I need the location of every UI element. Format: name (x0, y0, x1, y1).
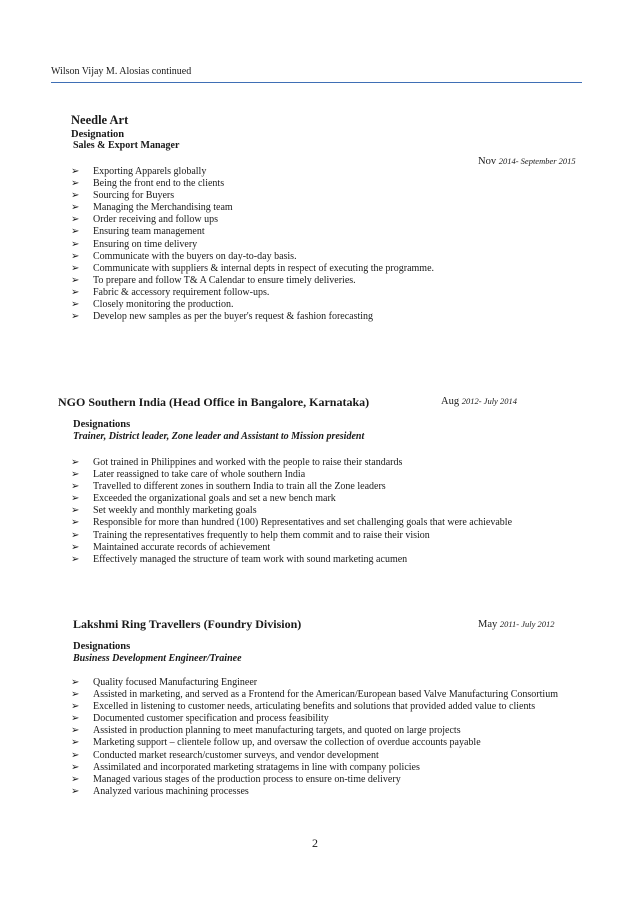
list-item (71, 554, 512, 566)
designation-block (73, 419, 364, 442)
list-item-text: Conducted market research/customer surveys, and vendor development (93, 749, 379, 761)
list-item (71, 713, 558, 725)
designation-label: Designations (73, 641, 131, 652)
arrow-bullet-icon: ➢ (71, 725, 80, 737)
date-month: Nov (478, 156, 497, 167)
list-item (71, 299, 434, 311)
list-item (71, 263, 434, 275)
arrow-bullet-icon: ➢ (71, 677, 80, 688)
job-section-needle-art (71, 113, 179, 151)
list-item (71, 689, 558, 701)
arrow-bullet-icon: ➢ (71, 761, 80, 773)
arrow-bullet-icon: ➢ (71, 457, 80, 468)
arrow-bullet-icon: ➢ (71, 286, 80, 298)
list-item (71, 202, 434, 214)
job-dates (478, 156, 576, 167)
designation-block (73, 641, 242, 664)
list-item (71, 493, 512, 505)
list-item (71, 530, 512, 542)
header-divider (51, 82, 582, 83)
role-title: Sales & Export Manager (73, 140, 180, 151)
list-item-text: Order receiving and follow ups (93, 214, 218, 226)
arrow-bullet-icon: ➢ (71, 493, 80, 505)
duties-list (71, 457, 512, 566)
arrow-bullet-icon: ➢ (71, 299, 80, 311)
list-item-text: Closely monitoring the production. (93, 299, 234, 311)
list-item-text: Being the front end to the clients (93, 178, 225, 190)
list-item-text: Assisted in production planning to meet manufacturing targets, and quoted on large projects (93, 725, 461, 737)
job-dates (441, 396, 517, 407)
date-range: 2012- July 2014 (461, 396, 517, 406)
list-item-text: Exceeded the organizational goals and set a new bench mark (93, 493, 336, 505)
list-item-text: Assisted in marketing, and served as a Frontend for the American/European based Valve Manufacturing Consortium (93, 689, 558, 701)
role-title: Business Development Engineer/Trainee (73, 653, 242, 664)
list-item (71, 505, 512, 517)
list-item-text: Effectively managed the structure of team work with sound marketing acumen (93, 553, 408, 565)
list-item (71, 275, 434, 287)
arrow-bullet-icon: ➢ (71, 178, 80, 190)
duties-list (71, 677, 558, 798)
date-range: 2011- July 2012 (499, 619, 555, 629)
company-name: Needle Art (71, 113, 129, 127)
date-range: 2014- September 2015 (498, 156, 576, 166)
arrow-bullet-icon: ➢ (71, 785, 80, 797)
list-item-text: Later reassigned to take care of whole southern India (93, 469, 306, 481)
arrow-bullet-icon: ➢ (71, 190, 80, 202)
arrow-bullet-icon: ➢ (71, 202, 80, 214)
arrow-bullet-icon: ➢ (71, 541, 80, 553)
list-item-text: Excelled in listening to customer needs, articulating benefits and solutions that provided added value to clients (93, 701, 536, 713)
arrow-bullet-icon: ➢ (71, 481, 80, 493)
list-item (71, 311, 434, 323)
list-item-text: Travelled to different zones in southern India to train all the Zone leaders (93, 481, 386, 493)
arrow-bullet-icon: ➢ (71, 469, 80, 481)
list-item (71, 774, 558, 786)
arrow-bullet-icon: ➢ (71, 749, 80, 761)
list-item-text: Marketing support – clientele follow up, and oversaw the collection of overdue accounts payable (93, 737, 481, 749)
list-item (71, 190, 434, 202)
designation-label: Designations (73, 419, 131, 430)
company-name: NGO Southern India (Head Office in Bangalore, Karnataka) (58, 395, 370, 409)
arrow-bullet-icon: ➢ (71, 773, 80, 785)
arrow-bullet-icon: ➢ (71, 262, 80, 274)
list-item-text: Communicate with the buyers on day-to-day basis. (93, 250, 297, 262)
list-item (71, 786, 558, 798)
list-item-text: Exporting Apparels globally (93, 166, 207, 177)
designation-label: Designation (71, 129, 125, 140)
list-item (71, 214, 434, 226)
arrow-bullet-icon: ➢ (71, 226, 80, 238)
arrow-bullet-icon: ➢ (71, 529, 80, 541)
company-name: Lakshmi Ring Travellers (Foundry Division) (73, 617, 302, 631)
list-item-text: Maintained accurate records of achievement (93, 541, 271, 553)
list-item (71, 166, 434, 178)
arrow-bullet-icon: ➢ (71, 250, 80, 262)
arrow-bullet-icon: ➢ (71, 505, 80, 517)
list-item (71, 178, 434, 190)
list-item-text: Documented customer specification and process feasibility (93, 713, 329, 725)
arrow-bullet-icon: ➢ (71, 238, 80, 250)
arrow-bullet-icon: ➢ (71, 701, 80, 713)
list-item-text: Training the representatives frequently to help them commit and to raise their vision (93, 529, 430, 541)
list-item (71, 725, 558, 737)
list-item (71, 239, 434, 251)
list-item (71, 542, 512, 554)
page-number: 2 (312, 836, 318, 850)
arrow-bullet-icon: ➢ (71, 553, 80, 565)
list-item-text: Analyzed various machining processes (93, 785, 249, 797)
list-item (71, 251, 434, 263)
list-item (71, 457, 512, 469)
job-section-lakshmi (73, 617, 301, 632)
arrow-bullet-icon: ➢ (71, 713, 80, 725)
date-month: Aug (441, 396, 460, 407)
job-dates (478, 619, 554, 630)
role-title: Trainer, District leader, Zone leader and Assistant to Mission president (73, 431, 365, 442)
list-item (71, 762, 558, 774)
list-item-text: Managed various stages of the production process to ensure on-time delivery (93, 773, 401, 785)
list-item (71, 701, 558, 713)
arrow-bullet-icon: ➢ (71, 737, 80, 749)
list-item-text: Responsible for more than hundred (100) Representatives and set challenging goals that were achievable (93, 517, 513, 529)
job-section-ngo (58, 395, 369, 410)
list-item (71, 226, 434, 238)
list-item-text: Fabric & accessory requirement follow-ups. (93, 286, 270, 298)
list-item-text: Develop new samples as per the buyer's request & fashion forecasting (93, 311, 374, 323)
arrow-bullet-icon: ➢ (71, 517, 80, 529)
running-header: Wilson Vijay M. Alosias continued (51, 66, 192, 77)
list-item-text: Ensuring team management (93, 226, 205, 238)
list-item (71, 737, 558, 749)
list-item-text: Ensuring on time delivery (93, 238, 198, 250)
date-month: May (478, 619, 498, 630)
list-item-text: Set weekly and monthly marketing goals (93, 505, 257, 517)
list-item (71, 677, 558, 689)
list-item-text: Communicate with suppliers & internal depts in respect of executing the programme. (93, 262, 435, 274)
list-item-text: To prepare and follow T& A Calendar to ensure timely deliveries. (93, 274, 356, 286)
list-item (71, 750, 558, 762)
list-item-text: Quality focused Manufacturing Engineer (93, 677, 258, 688)
list-item (71, 517, 512, 529)
duties-list (71, 166, 434, 323)
list-item (71, 481, 512, 493)
list-item (71, 469, 512, 481)
arrow-bullet-icon: ➢ (71, 689, 80, 701)
arrow-bullet-icon: ➢ (71, 311, 80, 323)
list-item-text: Got trained in Philippines and worked with the people to raise their standards (93, 457, 403, 468)
list-item-text: Sourcing for Buyers (93, 190, 175, 202)
arrow-bullet-icon: ➢ (71, 214, 80, 226)
arrow-bullet-icon: ➢ (71, 274, 80, 286)
list-item-text: Managing the Merchandising team (93, 202, 233, 214)
list-item (71, 287, 434, 299)
list-item-text: Assimilated and incorporated marketing stratagems in line with company policies (93, 761, 420, 773)
arrow-bullet-icon: ➢ (71, 166, 80, 177)
